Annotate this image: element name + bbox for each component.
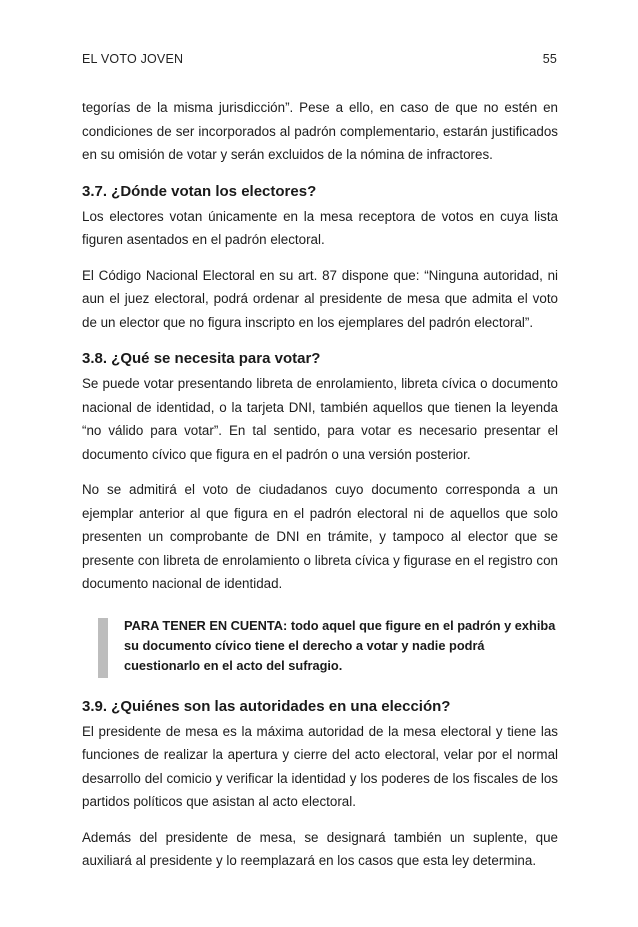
paragraph-not-admitted: No se admitirá el voto de ciudadanos cuyo documento corresponda a un ejemplar anterior al que figura en el padrón electoral ni de aquellos que solo presenten un comprobante de DNI en trámite, y tampoco al elector que se presente con libreta de enrolamiento o libreta cívica y figurase en el registro con documento nacional de identidad. <box>82 482 558 591</box>
section-heading-3-8: 3.8. ¿Qué se necesita para votar? <box>82 350 321 367</box>
paragraph-presidente-mesa: El presidente de mesa es la máxima autoridad de la mesa electoral y tiene las funciones de realizar la apertura y cierre del acto electoral, velar por el normal desarrollo del comicio y verificar la identidad y los poderes de los fiscales de los partidos políticos que asistan al acto electoral. <box>82 723 558 809</box>
callout-note <box>98 614 558 676</box>
paragraph-continuation: tegorías de la misma jurisdicción”. Pese a ello, en caso de que no estén en condiciones de ser incorporados al padrón complementario, estarán justificados en su omisión de votar y serán excluidos de la nómina de infractores. <box>82 100 558 162</box>
page-number: 55 <box>542 52 557 66</box>
header-title: EL VOTO JOVEN <box>82 52 184 66</box>
running-header <box>82 52 557 66</box>
callout-text: PARA TENER EN CUENTA: todo aquel que figure en el padrón y exhiba su documento cívico tiene el derecho a votar y nadie podrá cuestionarlo en el acto del sufragio. <box>124 617 556 673</box>
paragraph-codigo-art-87: El Código Nacional Electoral en su art. 87 dispone que: “Ninguna autoridad, ni aun el juez electoral, podrá ordenar al presidente de mesa que admita el voto de un elector que no figura inscripto en los ejemplares del padrón electoral”. <box>82 267 558 330</box>
paragraph-suplente: Además del presidente de mesa, se designará también un suplente, que auxiliará al presidente y lo reemplazará en los casos que esta ley determina. <box>82 829 558 868</box>
section-heading-3-7: 3.7. ¿Dónde votan los electores? <box>82 182 317 200</box>
paragraph-documents: Se puede votar presentando libreta de enrolamiento, libreta cívica o documento nacional de identidad, o la tarjeta DNI, también aquellos que tienen la leyenda “no válido para votar”. En tal sentido, para votar es necesario presentar el documento cívico que figura en el padrón o una versión posterior. <box>82 376 558 462</box>
paragraph-where-vote: Los electores votan únicamente en la mesa receptora de votos en cuya lista figuren asentados en el padrón electoral. <box>82 208 558 247</box>
body-text <box>82 96 558 885</box>
callout-bar <box>98 618 108 678</box>
section-heading-3-9: 3.9. ¿Quiénes son las autoridades en una elección? <box>82 697 451 715</box>
